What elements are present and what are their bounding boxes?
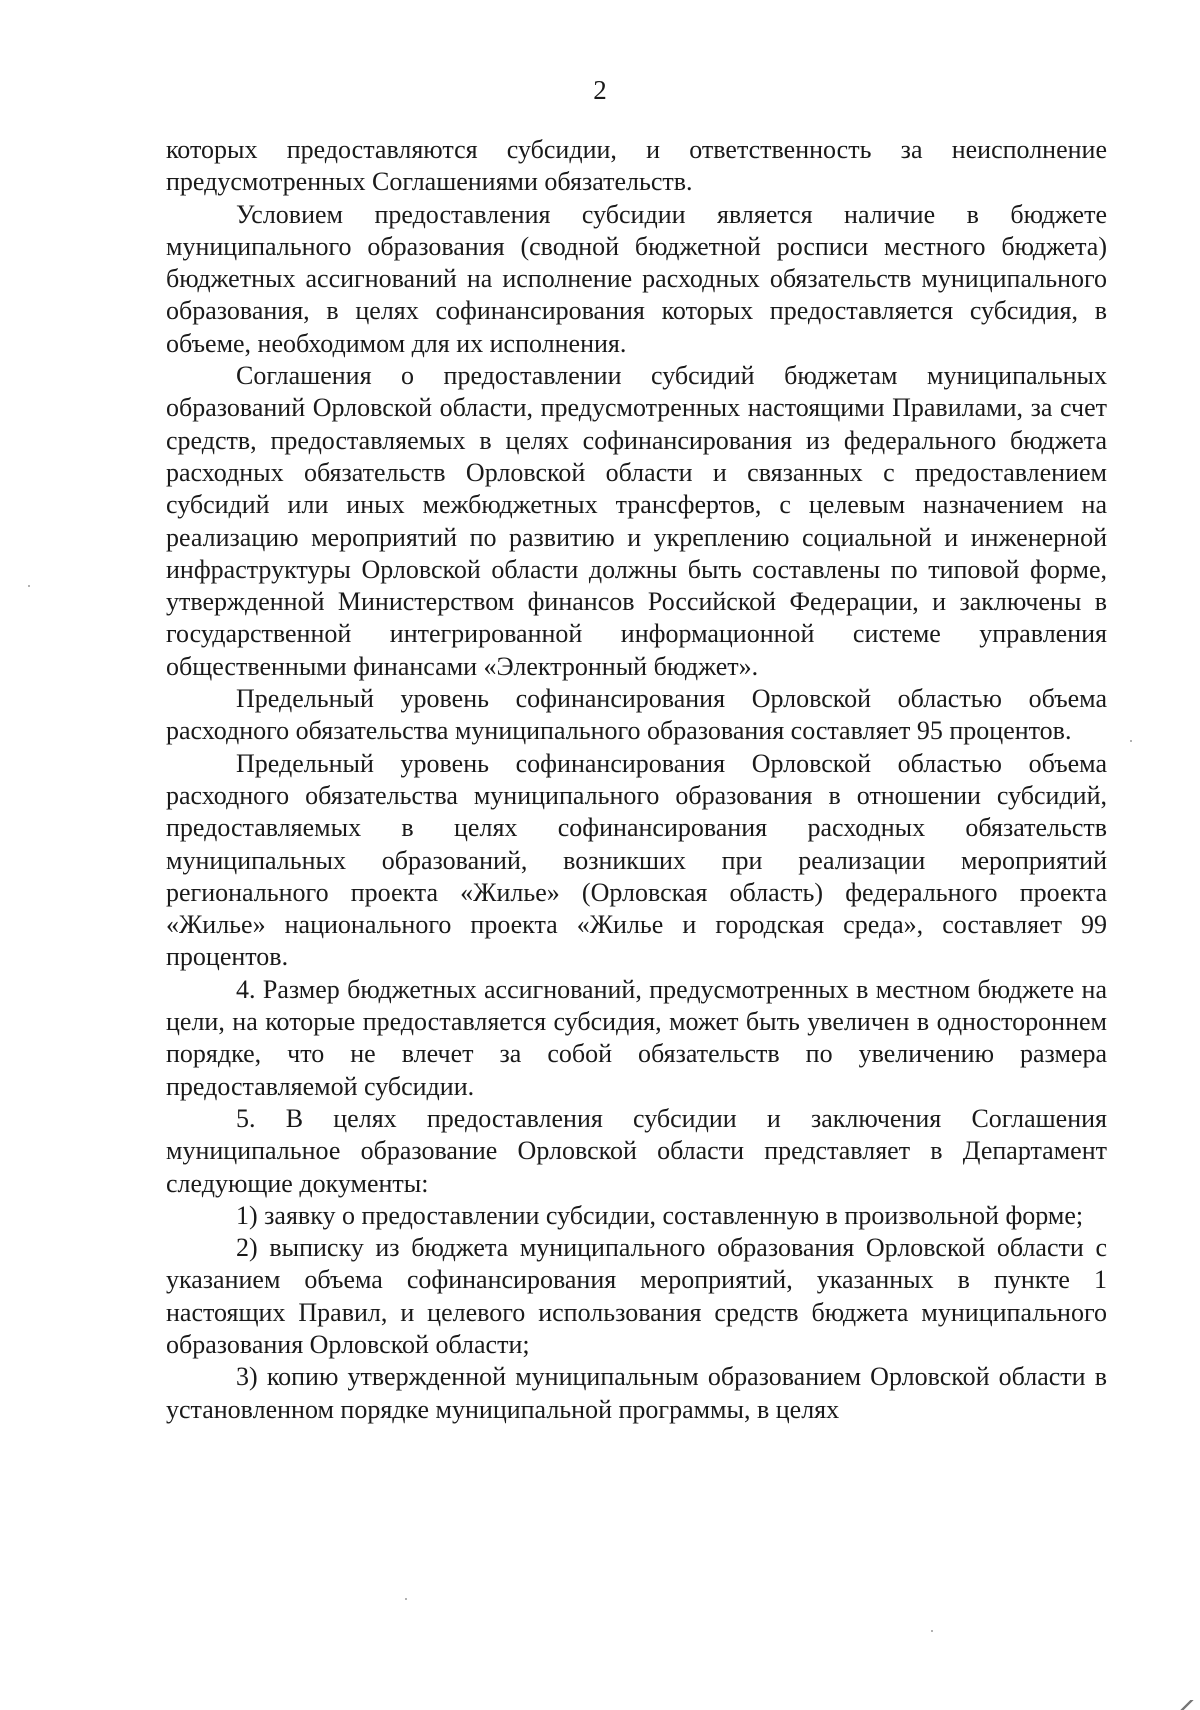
paragraph-continuation: которых предоставляются субсидии, и ответственность за неисполнение предусмотренных Соглашениями обязательств. [166,135,1107,197]
list-item-1: 1) заявку о предоставлении субсидии, составленную в произвольной форме; [236,1200,1084,1230]
paragraph-cofinancing-limit-95: Предельный уровень софинансирования Орловской областью объема расходного обязательства муниципального образования составляет 95 процентов. [166,684,1107,746]
scan-speck [1130,740,1132,742]
scan-speck [931,1630,933,1632]
paragraph-item-5: 5. В целях предоставления субсидии и заключения Соглашения муниципальное образование Орловской области представляет в Департамент следующие документы: [166,1103,1107,1198]
scan-speck [405,1598,407,1600]
list-item-3: 3) копию утвержденной муниципальным образованием Орловской области в установленном порядке муниципальной программы, в целях [166,1362,1107,1424]
paragraph-subsidy-condition: Условием предоставления субсидии является наличие в бюджете муниципального образования (сводной бюджетной росписи местного бюджета) бюджетных ассигнований на исполнение расходных обязательств муниципального образования, в целях софинансирования которых предоставляется субсидия, в объеме, необходимом для их исполнения. [166,199,1107,358]
scan-corner-mark [1174,1700,1200,1710]
paragraph-agreements: Соглашения о предоставлении субсидий бюджетам муниципальных образований Орловской области, предусмотренных настоящими Правилами, за счет средств, предоставляемых в целях софинансирования из федерального бюджета расходных обязательств Орловской области и связанных с предоставлением субсидий или иных межбюджетных трансфертов, с целевым назначением на реализацию мероприятий по развитию и укреплению социальной и инженерной инфраструктуры Орловской области должны быть составлены по типовой форме, утвержденной Министерством финансов Российской Федерации, и заключены в государственной интегрированной информационной системе управления общественными финансами «Электронный бюджет». [166,361,1107,681]
list-item-2: 2) выписку из бюджета муниципального образования Орловской области с указанием объема софинансирования мероприятий, указанных в пункте 1 настоящих Правил, и целевого использования средств бюджета муниципального образования Орловской области; [166,1233,1107,1359]
scan-speck [28,585,30,587]
paragraph-cofinancing-limit-99: Предельный уровень софинансирования Орловской областью объема расходного обязательства муниципального образования в отношении субсидий, предоставляемых в целях софинансирования расходных обязательств муниципальных образований, возникших при реализации мероприятий регионального проекта «Жилье» (Орловская область) федерального проекта «Жилье» национального проекта «Жилье и городская среда», составляет 99 процентов. [166,748,1107,972]
document-body [166,134,1107,1426]
page-number: 2 [593,75,607,105]
paragraph-item-4: 4. Размер бюджетных ассигнований, предусмотренных в местном бюджете на цели, на которые предоставляется субсидия, может быть увеличен в одностороннем порядке, что не влечет за собой обязательств по увеличению размера предоставляемой субсидии. [166,974,1107,1101]
